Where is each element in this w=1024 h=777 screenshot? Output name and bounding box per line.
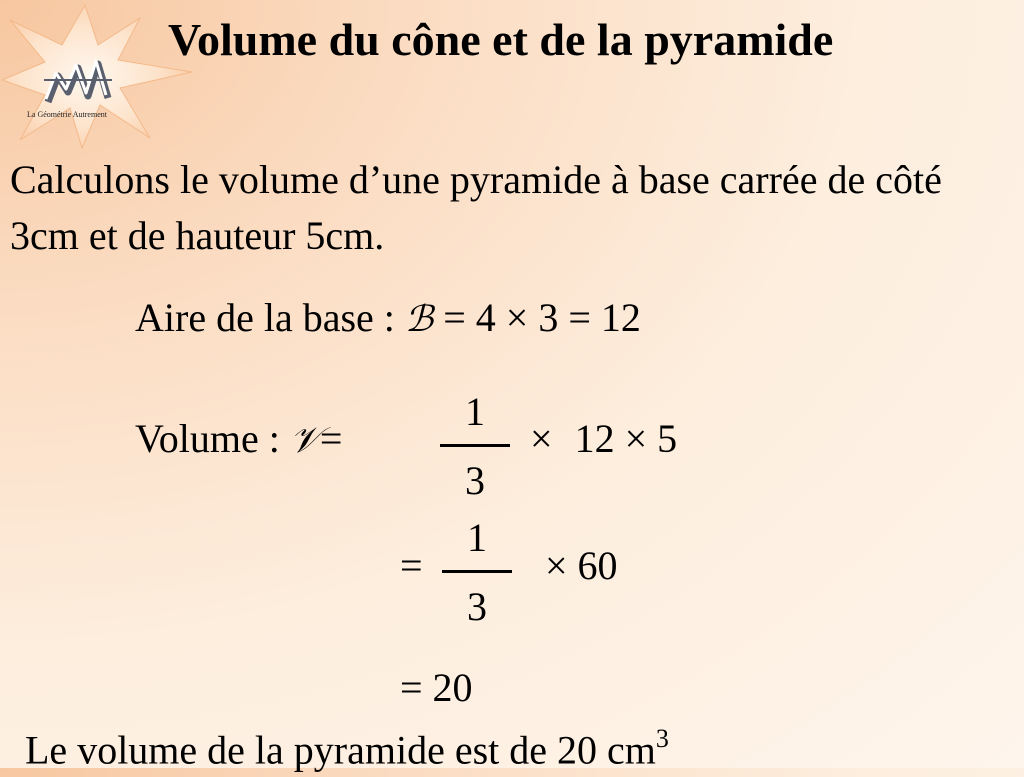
problem-statement: Calculons le volume d’une pyramide à base carrée de côté 3cm et de hauteur 5cm. bbox=[10, 157, 942, 258]
base-area-line bbox=[135, 294, 641, 344]
volume-product: 12 × 5 bbox=[574, 416, 678, 461]
logo-caption: La Géométrie Autrement bbox=[27, 110, 107, 119]
volume-symbol: 𝒱 bbox=[289, 420, 320, 461]
fraction-numerator: 1 bbox=[467, 515, 487, 560]
base-area-label: Aire de la base : bbox=[135, 295, 395, 340]
step2-product: × 60 bbox=[545, 543, 618, 588]
volume-equals: = bbox=[319, 416, 343, 461]
fraction-numerator: 1 bbox=[465, 389, 485, 434]
fraction-denominator: 3 bbox=[467, 584, 487, 629]
conclusion-exponent: 3 bbox=[655, 724, 669, 753]
volume-label-line bbox=[135, 415, 342, 465]
page-title: Volume du cône et de la pyramide bbox=[168, 14, 834, 65]
base-area-symbol: ℬ bbox=[404, 299, 434, 340]
fraction-bar bbox=[440, 444, 510, 447]
base-area-expression: = 4 × 3 = 12 bbox=[443, 295, 641, 340]
conclusion-text: Le volume de la pyramide est de 20 cm bbox=[25, 727, 656, 773]
times-sign: × bbox=[530, 416, 553, 461]
step2-equals: = bbox=[400, 543, 423, 588]
fraction-denominator: 3 bbox=[465, 458, 485, 503]
step2-fraction bbox=[442, 514, 512, 631]
step3-result: = 20 bbox=[400, 665, 473, 710]
volume-product-line bbox=[530, 415, 677, 463]
volume-fraction bbox=[440, 388, 510, 505]
volume-label: Volume : bbox=[135, 416, 280, 461]
fraction-bar bbox=[442, 570, 512, 573]
